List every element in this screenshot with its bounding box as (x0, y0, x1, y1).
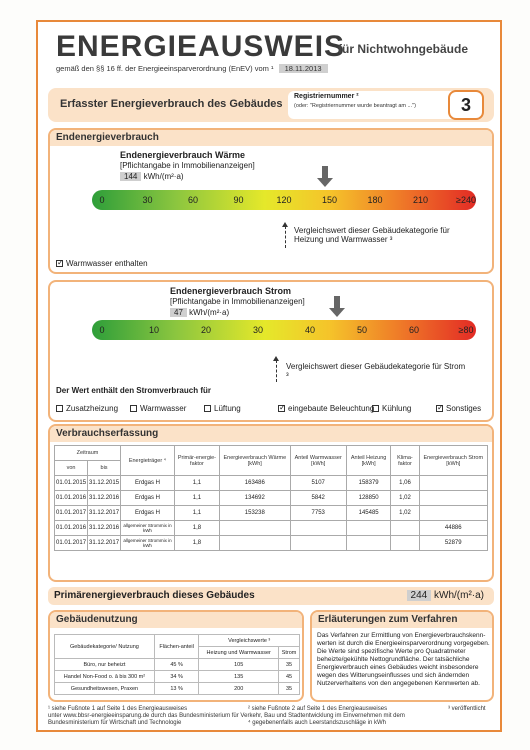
scale-tick-label: 60 (408, 325, 420, 335)
usage-panel (48, 610, 304, 702)
power-value-line (170, 308, 229, 317)
table-cell (290, 536, 346, 551)
table-cell: 153238 (220, 506, 291, 521)
primary-unit: kWh/(m²·a) (434, 590, 484, 601)
document-subtitle: für Nichtwohngebäude (338, 42, 468, 56)
table-cell: 1,8 (174, 536, 219, 551)
heat-compare-arrow-icon (282, 222, 288, 227)
table-cell: 5107 (290, 476, 346, 491)
table-cell: 7753 (290, 506, 346, 521)
reg-label: Registriernummer ² (294, 93, 359, 100)
table-cell: allgemeiner Strommix in kWh (121, 536, 175, 551)
col-ww: Anteil Warmwasser [kWh] (290, 446, 346, 476)
explanation-text: Das Verfahren zur Ermittlung von Energieverbrauchskenn-werten ist durch die Energieeinsparverordnung vorgegeben. Die Werte sind spezifische Werte pro Quadratmeter beheizte/gekühlte Nettogrundfläche. Der tatsächliche Energieverbrauch eines Gebäudes weicht insbesondere wegen des Witterungseinflusses und sich ändernden Nutzerverhaltens von den angegebenen Kennwerten ab. (317, 632, 490, 687)
scale-tick-label: ≥80 (458, 325, 474, 335)
power-compare-arrow-icon (273, 356, 279, 361)
table-row (55, 506, 488, 521)
checkbox-label: Warmwasser (140, 404, 187, 413)
primary-value: 244 (407, 590, 432, 601)
table-cell: 1,02 (391, 491, 419, 506)
warmwater-label: Warmwasser enthalten (66, 259, 148, 268)
power-arrow-shaft (334, 296, 340, 308)
table-row (55, 659, 300, 671)
power-arrow-icon (329, 308, 345, 317)
heat-panel-title: Endenergieverbrauch (50, 130, 492, 146)
explanation-panel (310, 610, 494, 702)
col-share: Flächen-anteil (154, 635, 198, 659)
table-cell: 31.12.2016 (88, 521, 121, 536)
col-faktor: Primär-energie-faktor (174, 446, 219, 476)
col-von: von (55, 461, 88, 476)
heat-panel (48, 128, 494, 274)
scale-tick-label: 20 (200, 325, 212, 335)
table-cell: 31.12.2015 (88, 476, 121, 491)
consumption-title: Verbrauchserfassung (50, 426, 492, 442)
power-compare-text: Vergleichswert dieser Gebäudekategorie für Strom ³ (286, 362, 466, 380)
power-unit: kWh/(m²·a) (189, 308, 230, 317)
document-title: ENERGIEAUSWEIS (56, 30, 346, 63)
footnote-3: ³ veröffentlicht (448, 706, 486, 712)
power-checkbox-item[interactable] (56, 404, 118, 413)
checkbox-label: eingebaute Beleuchtung (288, 404, 375, 413)
footnote-1: ¹ siehe Fußnote 1 auf Seite 1 des Energieausweises (48, 706, 188, 712)
table-cell (391, 521, 419, 536)
warmwater-check[interactable] (56, 259, 148, 268)
checkbox-label: Zusatzheizung (66, 404, 119, 413)
checkbox-icon[interactable] (436, 405, 443, 412)
table-cell (346, 536, 391, 551)
consumption-panel (48, 424, 494, 582)
checkbox-label: Sonstiges (446, 404, 482, 413)
power-panel (48, 280, 494, 422)
heat-note: [Pflichtangabe in Immobilienanzeigen] (120, 161, 255, 170)
footnote-2: ² siehe Fußnote 2 auf Seite 1 des Energieausweises (248, 706, 388, 712)
table-cell: 5842 (290, 491, 346, 506)
scale-tick-label: 0 (99, 325, 105, 335)
heat-label: Endenergieverbrauch Wärme (120, 150, 246, 160)
legal-line (56, 64, 328, 73)
scale-tick-label: 40 (304, 325, 316, 335)
table-cell: 45 (279, 671, 300, 683)
table-cell: 31.12.2017 (88, 506, 121, 521)
table-cell (220, 536, 291, 551)
heat-compare-line (285, 226, 286, 248)
table-cell: 01.01.2015 (55, 476, 88, 491)
table-row (55, 671, 300, 683)
table-cell: 163486 (220, 476, 291, 491)
table-cell: 200 (199, 683, 279, 695)
table-cell (220, 521, 291, 536)
checkbox-icon[interactable] (278, 405, 285, 412)
power-checkbox-item[interactable] (204, 404, 241, 413)
table-row (55, 536, 488, 551)
primary-energy-bar (48, 587, 494, 605)
checkbox-label: Kühlung (382, 404, 412, 413)
table-cell: Erdgas H (121, 506, 175, 521)
table-cell: 35 (279, 659, 300, 671)
registration-box (288, 91, 458, 119)
table-cell: 1,1 (174, 506, 219, 521)
footnote-6: ⁴ gegebenenfalls auch Leerstandszuschläge in kWh (248, 720, 386, 726)
date-field: 18.11.2013 (279, 64, 328, 73)
scale-tick-label: 30 (142, 195, 153, 205)
col-category: Gebäudekategorie/ Nutzung (55, 635, 155, 659)
col-bis: bis (88, 461, 121, 476)
heat-arrow-shaft (322, 166, 328, 178)
scale-tick-label: 50 (356, 325, 368, 335)
scale-tick-label: 60 (187, 195, 199, 205)
table-cell: 45 % (154, 659, 198, 671)
scale-tick-label: ≥240 (456, 195, 476, 205)
checkbox-icon[interactable] (372, 405, 379, 412)
table-cell: 1,02 (391, 506, 419, 521)
energy-certificate-page (36, 20, 502, 732)
scale-tick-label: 150 (321, 195, 338, 205)
table-row (55, 476, 488, 491)
table-cell: 34 % (154, 671, 198, 683)
table-row (55, 521, 488, 536)
table-cell (419, 491, 487, 506)
table-cell (419, 476, 487, 491)
table-cell: 134692 (220, 491, 291, 506)
table-cell: 35 (279, 683, 300, 695)
table-cell: 31.12.2017 (88, 536, 121, 551)
scale-tick-label: 10 (148, 325, 160, 335)
table-cell: 105 (199, 659, 279, 671)
table-cell (346, 521, 391, 536)
power-checkbox-item[interactable] (436, 404, 481, 413)
table-cell (391, 536, 419, 551)
primary-value-line (407, 590, 484, 601)
col-heat-ww: Heizung und Warmwasser (199, 647, 279, 659)
col-strom: Energieverbrauch Strom [kWh] (419, 446, 487, 476)
col-heiz: Anteil Heizung [kWh] (346, 446, 391, 476)
checkbox-label: Lüftung (214, 404, 241, 413)
usage-title: Gebäudenutzung (50, 612, 302, 628)
section-header-bar (48, 88, 494, 122)
scale-tick-label: 120 (276, 195, 292, 205)
col-klima: Klima-faktor (391, 446, 419, 476)
table-cell: 1,8 (174, 521, 219, 536)
power-checkbox-item[interactable] (278, 404, 374, 413)
section-title: Erfasster Energieverbrauch des Gebäudes (60, 98, 283, 110)
table-cell (419, 506, 487, 521)
table-cell: 1,06 (391, 476, 419, 491)
footnote-5: Bundesministerium für Wirtschaft und Technologie (48, 720, 182, 726)
table-cell: Handel Non-Food o. â bis 300 m² (55, 671, 155, 683)
table-cell: Gesundheitswesen, Praxen (55, 683, 155, 695)
power-note: [Pflichtangabe in Immobilienanzeigen] (170, 297, 305, 306)
explanation-title: Erläuterungen zum Verfahren (312, 612, 492, 628)
table-cell: 13 % (154, 683, 198, 695)
table-cell: 01.01.2016 (55, 491, 88, 506)
table-cell: 128850 (346, 491, 391, 506)
heat-unit: kWh/(m²·a) (143, 172, 184, 181)
footnote-4: unter www.bbsr-energieeinsparung.de durch das Bundesministerium für Verkehr, Bau und Stadtentwicklung im Einvernehmen mit dem (48, 713, 405, 719)
table-cell: Büro, nur beheizt (55, 659, 155, 671)
heat-arrow-icon (317, 178, 333, 187)
col-waerme: Energieverbrauch Wärme [kWh] (220, 446, 291, 476)
heat-value: 144 (120, 172, 141, 181)
checkbox-icon[interactable] (204, 405, 211, 412)
heat-value-line (120, 172, 184, 181)
table-cell (290, 521, 346, 536)
table-cell: 1,1 (174, 476, 219, 491)
scale-tick-label: 30 (252, 325, 264, 335)
table-cell: 135 (199, 671, 279, 683)
table-cell: 31.12.2016 (88, 491, 121, 506)
power-value: 47 (170, 308, 187, 317)
table-cell: Erdgas H (121, 476, 175, 491)
heat-compare-text: Vergleichswert dieser Gebäudekategorie für Heizung und Warmwasser ³ (294, 226, 450, 244)
scale-tick-label: 180 (367, 195, 383, 205)
table-cell: 158379 (346, 476, 391, 491)
power-checkbox-item[interactable] (372, 404, 411, 413)
scale-tick-label: 90 (233, 195, 244, 205)
table-cell: 01.01.2017 (55, 536, 88, 551)
table-cell: 145485 (346, 506, 391, 521)
scale-tick-label: 210 (412, 195, 429, 205)
table-cell: 52879 (419, 536, 487, 551)
checkbox-icon[interactable] (130, 405, 137, 412)
primary-label: Primärenergieverbrauch dieses Gebäudes (54, 590, 255, 601)
table-cell: 44886 (419, 521, 487, 536)
table-cell: 1,1 (174, 491, 219, 506)
table-cell: Erdgas H (121, 491, 175, 506)
reg-note: (oder: "Registriernummer wurde beantragt am ...") (294, 103, 416, 109)
page-number-badge: 3 (448, 90, 484, 120)
col-zeitraum: Zeitraum (55, 446, 121, 461)
col-traeger: Energieträger ⁴ (121, 446, 175, 476)
col-power: Strom (279, 647, 300, 659)
contains-label: Der Wert enthält den Stromverbrauch für (56, 386, 211, 395)
col-comparison: Vergleichswerte ³ (199, 635, 300, 647)
checkbox-icon[interactable] (56, 260, 63, 267)
scale-tick-label: 0 (99, 195, 105, 205)
table-cell: allgemeiner Strommix in kWh (121, 521, 175, 536)
legal-text: gemäß den §§ 16 ff. der Energieeinsparverordnung (EnEV) vom ¹ (56, 64, 274, 73)
power-checkbox-item[interactable] (130, 404, 186, 413)
table-row (55, 491, 488, 506)
power-label: Endenergieverbrauch Strom (170, 286, 292, 296)
consumption-table (54, 445, 488, 551)
table-cell: 01.01.2016 (55, 521, 88, 536)
checkbox-icon[interactable] (56, 405, 63, 412)
usage-table (54, 634, 300, 695)
table-cell: 01.01.2017 (55, 506, 88, 521)
power-compare-line (276, 360, 277, 382)
table-row (55, 683, 300, 695)
